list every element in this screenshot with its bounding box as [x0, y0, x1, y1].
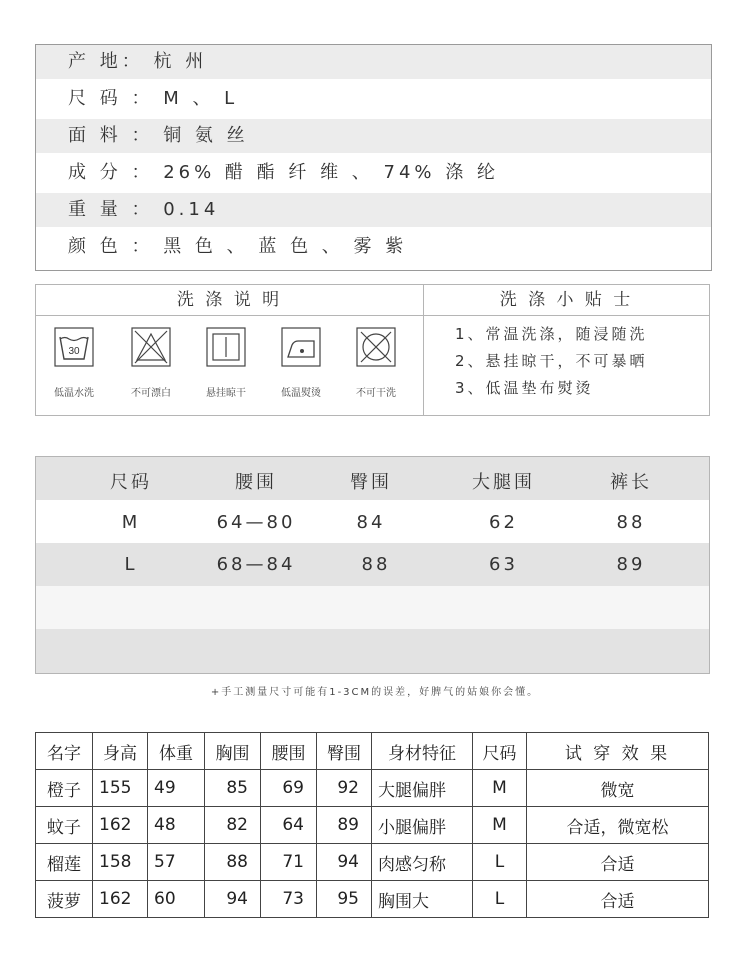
fit-cell: 85 — [205, 770, 261, 807]
fit-cell: 155 — [93, 770, 148, 807]
fit-cell: L — [473, 844, 527, 881]
size-header-length: 裤长 — [610, 472, 652, 493]
size-cell: 88 — [361, 554, 391, 575]
table-row — [36, 844, 709, 881]
fit-cell: 92 — [317, 770, 372, 807]
fit-cell: 57 — [148, 844, 205, 881]
info-row-size: 尺 码 ： M 、 L — [68, 88, 239, 109]
fit-cell: 菠萝 — [36, 881, 93, 918]
fit-cell: 48 — [148, 807, 205, 844]
fit-cell: 微宽 — [527, 770, 709, 807]
fit-cell: 71 — [261, 844, 317, 881]
wash-tip-1: 1、常温洗涤，随浸随洗 — [455, 325, 648, 343]
size-header-size: 尺码 — [110, 472, 152, 493]
fit-header: 身材特征 — [372, 733, 473, 770]
fit-cell: 大腿偏胖 — [372, 770, 473, 807]
fit-header-row — [36, 733, 709, 770]
fit-cell: 95 — [317, 881, 372, 918]
fit-cell: 肉感匀称 — [372, 844, 473, 881]
no-dryclean-label: 不可干洗 — [356, 388, 396, 399]
fit-cell: 49 — [148, 770, 205, 807]
info-row-fabric: 面 料 ： 铜 氨 丝 — [36, 119, 711, 153]
fit-cell: 合适 — [527, 844, 709, 881]
wash-title: 洗 涤 说 明 — [36, 285, 423, 316]
product-info — [35, 44, 712, 271]
table-row — [36, 807, 709, 844]
fit-cell: 60 — [148, 881, 205, 918]
size-cell: 89 — [616, 554, 646, 575]
fit-cell: 94 — [317, 844, 372, 881]
fit-cell: 89 — [317, 807, 372, 844]
hang-dry-icon — [206, 327, 246, 367]
wash-tip-3: 3、低温垫布熨烫 — [455, 379, 594, 397]
fit-cell: 82 — [205, 807, 261, 844]
no-bleach-icon — [131, 327, 171, 367]
fit-header: 胸围 — [205, 733, 261, 770]
fit-cell: L — [473, 881, 527, 918]
fit-cell: M — [473, 807, 527, 844]
no-dryclean-icon — [356, 327, 396, 367]
fit-header: 体重 — [148, 733, 205, 770]
size-cell: 64—80 — [216, 512, 296, 533]
fit-cell: 榴莲 — [36, 844, 93, 881]
fit-cell: 64 — [261, 807, 317, 844]
size-cell: 63 — [489, 554, 518, 575]
low-iron-icon — [281, 327, 321, 367]
fit-cell: 88 — [205, 844, 261, 881]
size-cell: 68—84 — [216, 554, 296, 575]
wash-30-icon — [54, 327, 94, 367]
size-header-hip: 臀围 — [350, 472, 392, 493]
size-cell: M — [121, 512, 141, 533]
fit-cell: 158 — [93, 844, 148, 881]
fit-table — [35, 732, 709, 918]
fit-header: 试 穿 效 果 — [527, 733, 709, 770]
svg-text:30: 30 — [68, 346, 80, 357]
low-iron-label: 低温熨烫 — [281, 388, 321, 399]
info-row-weight: 重 量 ： 0.14 — [36, 193, 711, 227]
fit-cell: 小腿偏胖 — [372, 807, 473, 844]
fit-cell: 合适 — [527, 881, 709, 918]
size-cell: 62 — [489, 512, 518, 533]
wash-section — [35, 284, 710, 416]
wash-tips-title: 洗 涤 小 贴 士 — [424, 285, 709, 316]
size-header-thigh: 大腿围 — [472, 472, 535, 493]
fit-header: 腰围 — [261, 733, 317, 770]
size-cell: 88 — [616, 512, 646, 533]
info-row-origin: 产 地： 杭 州 — [36, 45, 711, 79]
fit-cell: 蚊子 — [36, 807, 93, 844]
table-row — [36, 881, 709, 918]
measurement-note: +手工测量尺寸可能有1-3CM的误差，好脾气的姑娘你会懂。 — [210, 687, 540, 698]
fit-cell: 合适，微宽松 — [527, 807, 709, 844]
fit-cell: 橙子 — [36, 770, 93, 807]
fit-cell: 73 — [261, 881, 317, 918]
fit-cell: 162 — [93, 807, 148, 844]
size-cell: 84 — [356, 512, 386, 533]
wash-30-label: 低温水洗 — [54, 388, 94, 399]
wash-tip-2: 2、悬挂晾干，不可暴晒 — [455, 352, 648, 370]
fit-header: 尺码 — [473, 733, 527, 770]
table-row — [36, 770, 709, 807]
fit-header: 身高 — [93, 733, 148, 770]
hang-dry-label: 悬挂晾干 — [206, 388, 246, 399]
fit-cell: 162 — [93, 881, 148, 918]
size-cell: L — [124, 554, 138, 575]
fit-header: 名字 — [36, 733, 93, 770]
info-row-color: 颜 色 ： 黑 色 、 蓝 色 、 雾 紫 — [68, 236, 408, 257]
no-bleach-label: 不可漂白 — [131, 388, 171, 399]
fit-cell: M — [473, 770, 527, 807]
fit-header: 臀围 — [317, 733, 372, 770]
size-table — [35, 456, 710, 674]
fit-cell: 胸围大 — [372, 881, 473, 918]
info-row-composition: 成 分 ： 26% 醋 酯 纤 维 、 74% 涤 纶 — [68, 162, 499, 183]
size-header-waist: 腰围 — [235, 472, 277, 493]
fit-cell: 94 — [205, 881, 261, 918]
fit-cell: 69 — [261, 770, 317, 807]
